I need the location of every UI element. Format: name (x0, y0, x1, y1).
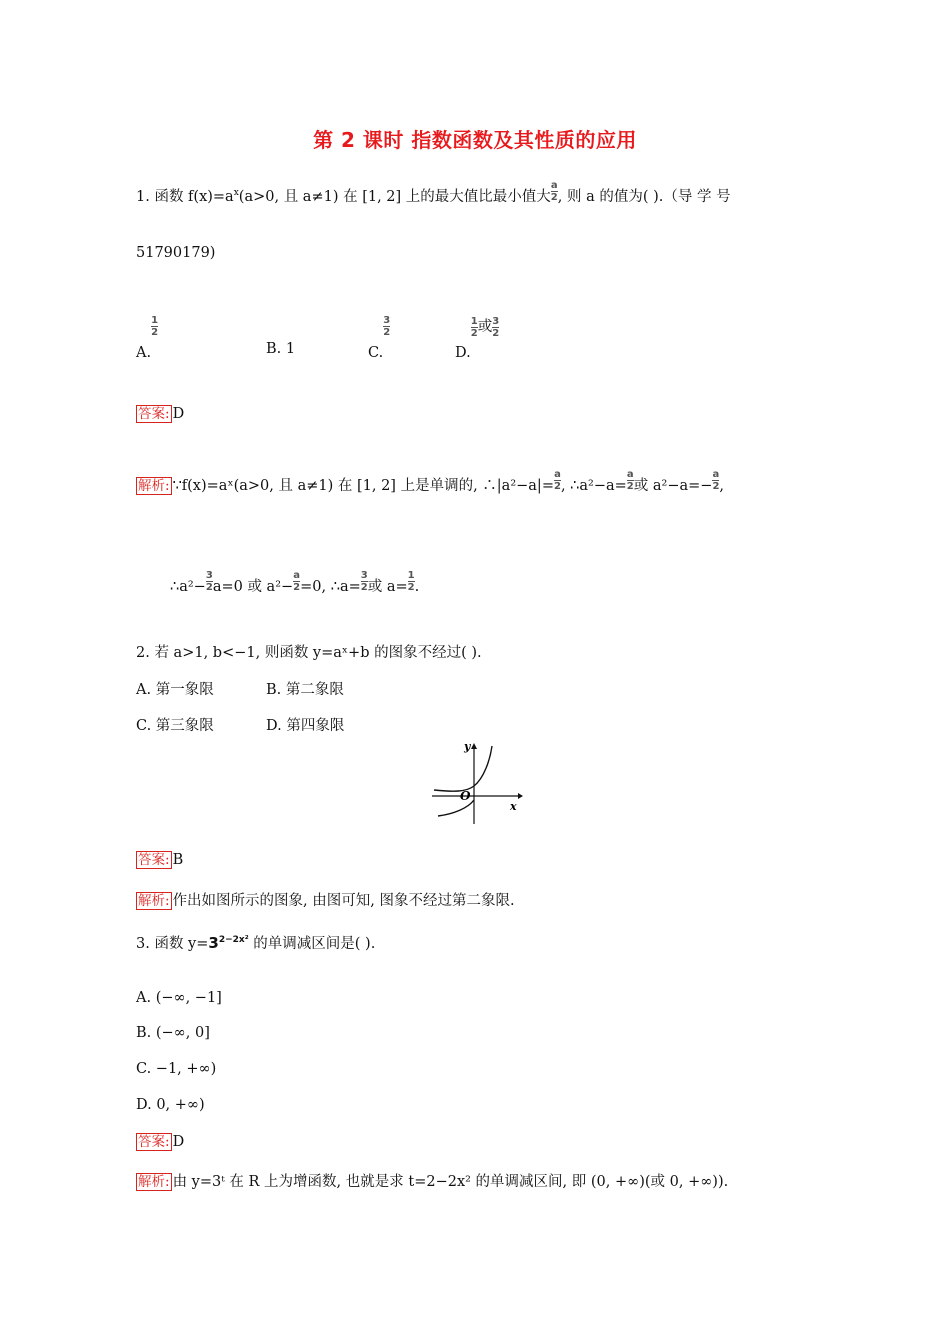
y-label: y (464, 740, 471, 753)
q3-option-b: B. (−∞, 0] (136, 1025, 210, 1041)
question-1-stem: 1. 函数 $f(x)=a^x(a>0$, 且 a≠1) 在 [1, 2] 上的最大值比最小值大$\frac{a}{2}$ , 则 a 的值为( ).（导 学 号 (136, 179, 731, 205)
analysis-tag: 解析: (138, 893, 170, 909)
question-3-stem: 3. 函数 $y=3^{2-2x^2}$ 的单调减区间是( ). (136, 934, 376, 952)
q3-option-d: D. 0, +∞) (136, 1097, 205, 1113)
q3-option-a: A. (−∞, −1] (136, 990, 222, 1006)
answer-tag: 答案: (138, 852, 170, 868)
answer-tag: 答案: (138, 1134, 170, 1150)
x-label: x (510, 800, 517, 813)
q1-option-c: $C.\frac{3}{2}$ (368, 315, 391, 361)
q1-option-a: $A.\frac{1}{2}$ (136, 315, 159, 361)
q2-option-c: C. 第三象限 (136, 718, 214, 734)
exponential-graph (428, 740, 524, 826)
curve (434, 746, 492, 791)
answer-tag: 答案: (138, 406, 170, 422)
q1-analysis-line2: $\therefore a^2-\frac{3}{2}$ a=0 或 $a^2-\frac{a}{2}$ =0, $\therefore a=\frac{3}{2}$ 或 $a=\frac{1}{2}$ . (170, 569, 420, 595)
analysis-tag: 解析: (138, 478, 170, 494)
q2-option-d: D. 第四象限 (266, 718, 345, 734)
q2-analysis: 解析: 作出如图所示的图象, 由图可知, 图象不经过第二象限. (138, 893, 515, 909)
analysis-tag: 解析: (138, 1174, 170, 1190)
q3-analysis: 解析: 由 y=3ᵗ 在 R 上为增函数, 也就是求 t=2−2x² 的单调减区间, 即 (0, +∞)(或 0, +∞)). (138, 1174, 729, 1190)
y-axis-arrow (471, 743, 477, 749)
page-title: 第 2 课时 指数函数及其性质的应用 (313, 128, 637, 152)
origin-label: O (460, 789, 471, 803)
x-axis-arrow (518, 793, 523, 799)
q1-option-b: B. 1 (266, 341, 296, 357)
q1-analysis-line1: 解析: ∵f(x)=aˣ(a>0, 且 a≠1) 在 [1, 2] 上是单调的, $\therefore|a^2-a|=\frac{a}{2}$ , $\therefore a^2-a=\frac{a}{2}$ 或 $a^2-a=-\frac{a}{2}$ , (138, 468, 725, 494)
q2-option-a: A. 第一象限 (136, 682, 214, 698)
question-2-stem: 2. 若 a>1, b<−1, 则函数 y=aˣ+b 的图象不经过( ). (136, 645, 482, 661)
q1-answer: 答案: D (138, 406, 185, 422)
q3-option-c: C. −1, +∞) (136, 1061, 217, 1077)
q1-option-d: $D.\frac{1}{2}$ 或$\frac{3}{2}$ (455, 315, 500, 361)
fraction-a-over-2: $\frac{a}{2}$ (550, 179, 558, 203)
q2-option-b: B. 第二象限 (266, 682, 344, 698)
q3-answer: 答案: D (138, 1134, 185, 1150)
question-1-id: 51790179) (136, 245, 216, 261)
q2-answer: 答案: B (138, 852, 184, 868)
